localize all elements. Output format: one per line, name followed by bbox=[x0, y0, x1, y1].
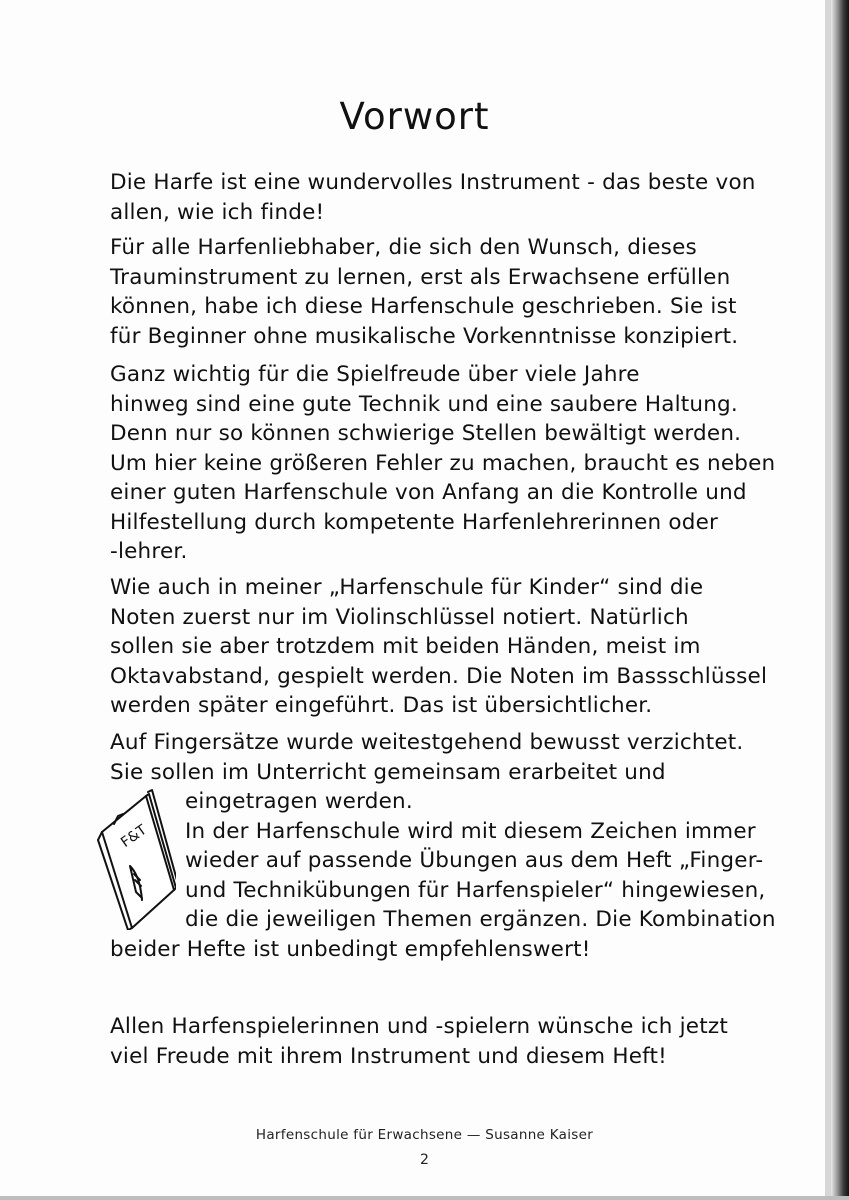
text-line: Trauminstrument zu lernen, erst als Erwachsene erfüllen bbox=[110, 264, 731, 290]
text-line: Allen Harfenspielerinnen und -spielern wünsche ich jetzt bbox=[110, 1014, 728, 1039]
book-icon-label: F&T bbox=[118, 821, 150, 851]
text-line: viel Freude mit ihrem Instrument und diesem Heft! bbox=[110, 1043, 667, 1069]
text-line: und Technikübungen für Harfenspieler“ hingewiesen, bbox=[185, 877, 766, 903]
text-line: Hilfestellung durch kompetente Harfenlehrerinnen oder bbox=[110, 509, 719, 535]
paragraph-audience bbox=[110, 233, 738, 351]
text-line: die die jeweiligen Themen ergänzen. Die Kombination bbox=[185, 907, 776, 932]
text-line: können, habe ich diese Harfenschule geschrieben. Sie ist bbox=[110, 294, 737, 319]
paragraph-fingering bbox=[110, 728, 776, 964]
paragraph-intro bbox=[110, 168, 756, 227]
text-line: eingetragen werden. bbox=[185, 789, 413, 814]
text-line: In der Harfenschule wird mit diesem Zeichen immer bbox=[185, 818, 756, 844]
page-bottom-edge bbox=[0, 1196, 849, 1200]
text-line: Ganz wichtig für die Spielfreude über viele Jahre bbox=[110, 362, 640, 387]
text-line: Denn nur so können schwierige Stellen bewältigt werden. bbox=[110, 421, 742, 446]
text-line: Oktavabstand, gespielt werden. Die Noten im Bassschlüssel bbox=[110, 663, 768, 689]
book-spine-edge bbox=[831, 0, 849, 1200]
book-icon bbox=[96, 780, 176, 930]
text-line: Um hier keine größeren Fehler zu machen, braucht es neben bbox=[110, 450, 776, 476]
paragraph-technique bbox=[110, 360, 775, 567]
text-line: werden später eingeführt. Das ist übersichtlicher. bbox=[110, 693, 653, 718]
page-footer: Harfenschule für Erwachsene — Susanne Kaiser bbox=[255, 1127, 594, 1143]
text-line: Wie auch in meiner „Harfenschule für Kinder“ sind die bbox=[110, 575, 704, 600]
paragraph-notation bbox=[110, 573, 767, 721]
text-line: beider Hefte ist unbedingt empfehlenswert! bbox=[110, 936, 591, 962]
text-line: Die Harfe ist eine wundervolles Instrument - das beste von bbox=[110, 170, 756, 195]
text-line: Für alle Harfenliebhaber, die sich den Wunsch, dieses bbox=[110, 235, 697, 260]
text-line: Sie sollen im Unterricht gemeinsam erarbeitet und bbox=[110, 759, 666, 785]
text-line: allen, wie ich finde! bbox=[110, 199, 325, 225]
paragraph-closing bbox=[110, 1012, 728, 1071]
text-line: -lehrer. bbox=[110, 539, 188, 564]
text-line: Noten zuerst nur im Violinschlüssel notiert. Natürlich bbox=[110, 604, 689, 630]
text-line: einer guten Harfenschule von Anfang an die Kontrolle und bbox=[110, 480, 747, 505]
text-line: sollen sie aber trotzdem mit beiden Händen, meist im bbox=[110, 634, 701, 659]
page-number: 2 bbox=[420, 1152, 429, 1168]
page-title: Vorwort bbox=[339, 95, 490, 138]
text-line: Auf Fingersätze wurde weitestgehend bewusst verzichtet. bbox=[110, 730, 744, 755]
text-line: hinweg sind eine gute Technik und eine saubere Haltung. bbox=[110, 391, 738, 417]
text-line: wieder auf passende Übungen aus dem Heft „Finger- bbox=[185, 848, 764, 873]
text-line: für Beginner ohne musikalische Vorkenntnisse konzipiert. bbox=[110, 323, 739, 349]
